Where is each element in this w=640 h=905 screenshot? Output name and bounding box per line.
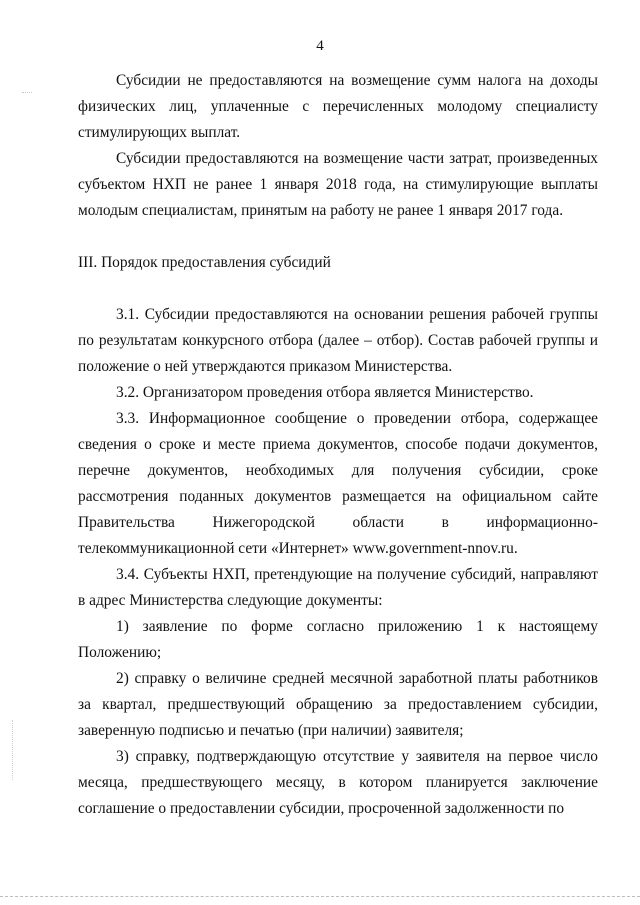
list-item-1: 1) заявление по форме согласно приложению 1 к настоящему Положению;: [78, 618, 598, 661]
paragraph-3-4: 3.4. Субъекты НХП, претендующие на получение субсидий, направляют в адрес Министерства следующие документы:: [78, 566, 598, 609]
paragraph-3-2: 3.2. Организатором проведения отбора является Министерство.: [116, 384, 534, 401]
scan-artifact-top: [22, 92, 32, 101]
list-item-2: 2) справку о величине средней месячной заработной платы работников за квартал, предшествующий обращению за предоставлением субсидии, заверенную подписью и печатью (при наличии) заявителя;: [78, 670, 598, 739]
list-item-3: 3) справку, подтверждающую отсутствие у заявителя на первое число месяца, предшествующего месяцу, в котором планируется заключение соглашение о предоставлении субсидии, просроченной задолженности по: [78, 748, 598, 817]
page-number: 4: [316, 38, 324, 54]
paragraph-3-1: 3.1. Субсидии предоставляются на основании решения рабочей группы по результатам конкурсного отбора (далее – отбор). Состав рабочей группы и положение о ней утверждаются приказом Министерства.: [78, 306, 598, 375]
paragraph-3-3: 3.3. Информационное сообщение о проведении отбора, содержащее сведения о сроке и месте приема документов, способе подачи документов, перечне документов, необходимых для получения субсидии, сроке рассмотрения поданных документов размещается на официальном сайте Правительства Нижегородской области в информационно-телекоммуникационной сети «Интернет» www.government-nnov.ru.: [78, 410, 598, 557]
document-body: [78, 68, 598, 822]
scan-artifact-bottom: [0, 896, 640, 897]
scan-artifact-left: [12, 720, 19, 780]
paragraph-subsidy-coverage: Субсидии предоставляются на возмещение части затрат, произведенных субъектом НХП не ранее 1 января 2018 года, на стимулирующие выплаты молодым специалистам, принятым на работу не ранее 1 января 2017 года.: [78, 150, 598, 219]
section-title: III. Порядок предоставления субсидий: [78, 254, 331, 271]
paragraph-subsidy-exclusion: Субсидии не предоставляются на возмещение сумм налога на доходы физических лиц, уплаченные с перечисленных молодому специалисту стимулирующих выплат.: [78, 72, 598, 141]
